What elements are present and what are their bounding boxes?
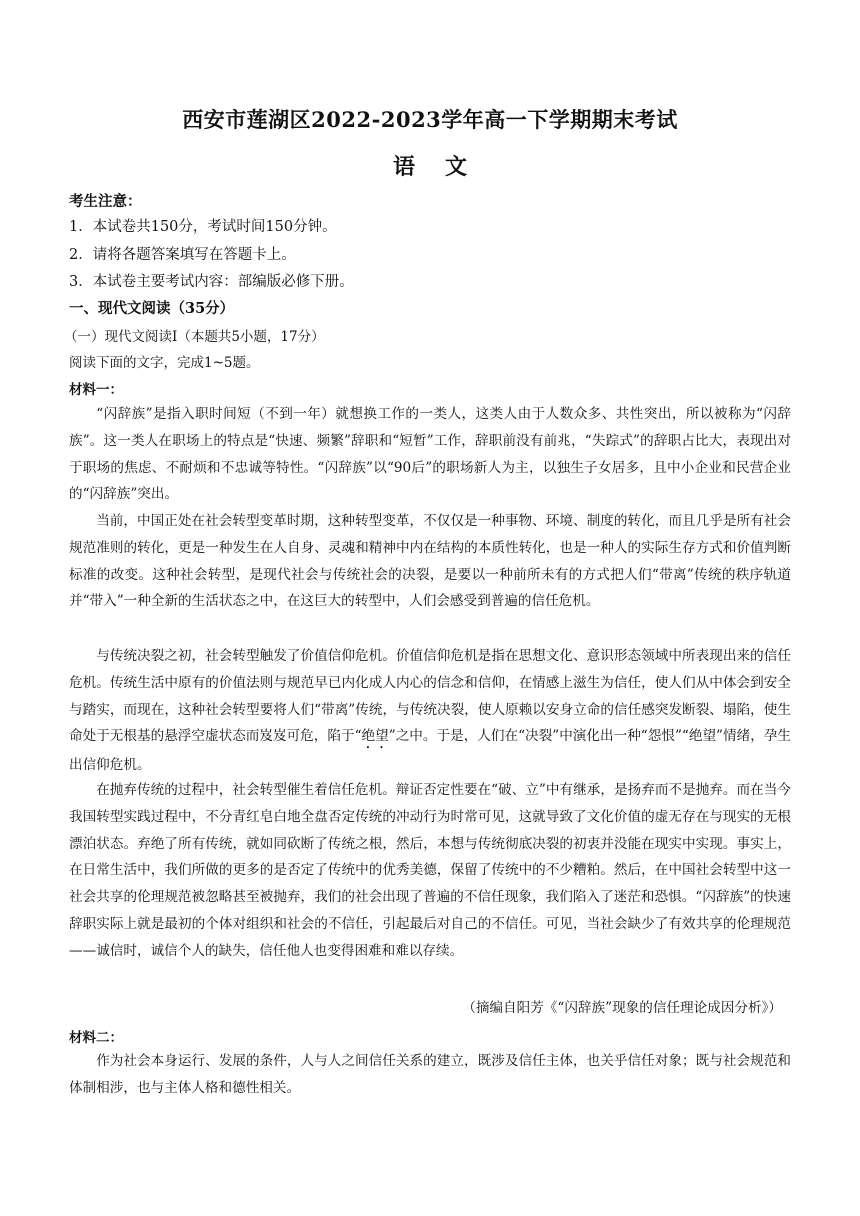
section-heading: 一、现代文阅读（35分）: [69, 300, 235, 317]
material2-paragraph-1: 作为社会本身运行、发展的条件，人与人之间信任关系的建立，既涉及信任主体，也关乎信任对象；既与社会规范和体制相涉，也与主体人格和德性相关。: [69, 1053, 791, 1096]
material2-label: 材料二：: [69, 1030, 123, 1046]
notice-item-2: 2．请将各题答案填写在答题卡上。: [69, 247, 296, 263]
notice-heading: 考生注意：: [69, 193, 142, 210]
section-subheading: （一）现代文阅读Ⅰ（本题共5小题，17分）: [64, 329, 325, 345]
material1-paragraph-4: 在抛弃传统的过程中，社会转型催生着信任危机。辩证否定性要在“破、立”中有继承，是扬弃而不是抛弃。而在当今我国转型实践过程中，不分青红皂白地全盘否定传统的冲动行为时常可见，这就导致了文化价值的虚无存在与现实的无根漂泊状态。弃绝了所有传统，就如同砍断了传统之根，然后，本想与传统彻底决裂的初衷并没能在现实中实现。事实上，在日常生活中，我们所做的更多的是否定了传统中的优秀美德，保留了传统中的不少糟粕。然后，在中国社会转型中这一社会共享的伦理规范被忽略甚至被抛弃，我们的社会出现了普遍的不信任现象，我们陷入了迷茫和恐惧。“闪辞族”的快速辞职实际上就是最初的个体对组织和社会的不信任，引起最后对自己的不信任。可见，当社会缺少了有效共享的伦理规范——诚信时，诚信个人的缺失，信任他人也变得困难和难以存续。: [69, 782, 791, 959]
section-instruction: 阅读下面的文字，完成1~5题。: [69, 355, 260, 371]
material1-paragraph-2: 当前，中国正处在社会转型变革时期，这种转型变革，不仅仅是一种事物、环境、制度的转化，而且几乎是所有社会规范准则的转化，更是一种发生在人自身、灵魂和精神中内在结构的本质性转化，也是一种人的实际生存方式和价值判断标准的改变。这种社会转型，是现代社会与传统社会的决裂，是要以一种前所未有的方式把人们“带离”传统的秩序轨道并“带入”一种全新的生活状态之中，在这巨大的转型中，人们会感受到普遍的信任危机。: [69, 513, 791, 610]
notice-item-1: 1．本试卷共150分，考试时间150分钟。: [69, 219, 337, 235]
material1-paragraph-3-text-b: ”之中。于是，人们在“决裂”中演化出一种“怨恨”“绝望”情绪，孕生出信仰危机。: [69, 728, 791, 774]
material1-paragraph-3: [69, 643, 791, 779]
material1-paragraph-1: “闪辞族”是指入职时间短（不到一年）就想换工作的一类人，这类人由于人数众多、共性突出，所以被称为“闪辞族”。这一类人在职场上的特点是“快速、频繁”辞职和“短暂”工作，辞职前没有前兆，“失踪式”的辞职占比大，表现出对于职场的焦虑、不耐烦和不忠诚等特性。“闪辞族”以“90后”的职场新人为主，以独生子女居多，且中小企业和民营企业的“闪辞族”突出。: [69, 406, 791, 503]
subject-title: 语文: [392, 154, 497, 180]
emphasized-word: 绝望: [361, 728, 389, 745]
material1-source: （摘编自阳芳《“闪辞族”现象的信任理论成因分析》）: [462, 1000, 782, 1016]
exam-title: 西安市莲湖区2022-2023学年高一下学期期末考试: [182, 107, 678, 132]
notice-item-3: 3．本试卷主要考试内容：部编版必修下册。: [69, 274, 354, 290]
material1-label: 材料一：: [69, 382, 123, 398]
material1-paragraph-3-text-a: 与传统决裂之初，社会转型触发了价值信仰危机。价值信仰危机是指在思想文化、意识形态领域中所表现出来的信任危机。传统生活中原有的价值法则与规范早已内化成人内心的信念和信仰，在情感上滋生为信任，使人们从中体会到安全与踏实，而现在，这种社会转型要将人们“带离”传统，与传统决裂，使人原赖以安身立命的信任感突发断裂、塌陷，使生命处于无根基的悬浮空虚状态而岌岌可危，陷于“: [69, 648, 791, 745]
